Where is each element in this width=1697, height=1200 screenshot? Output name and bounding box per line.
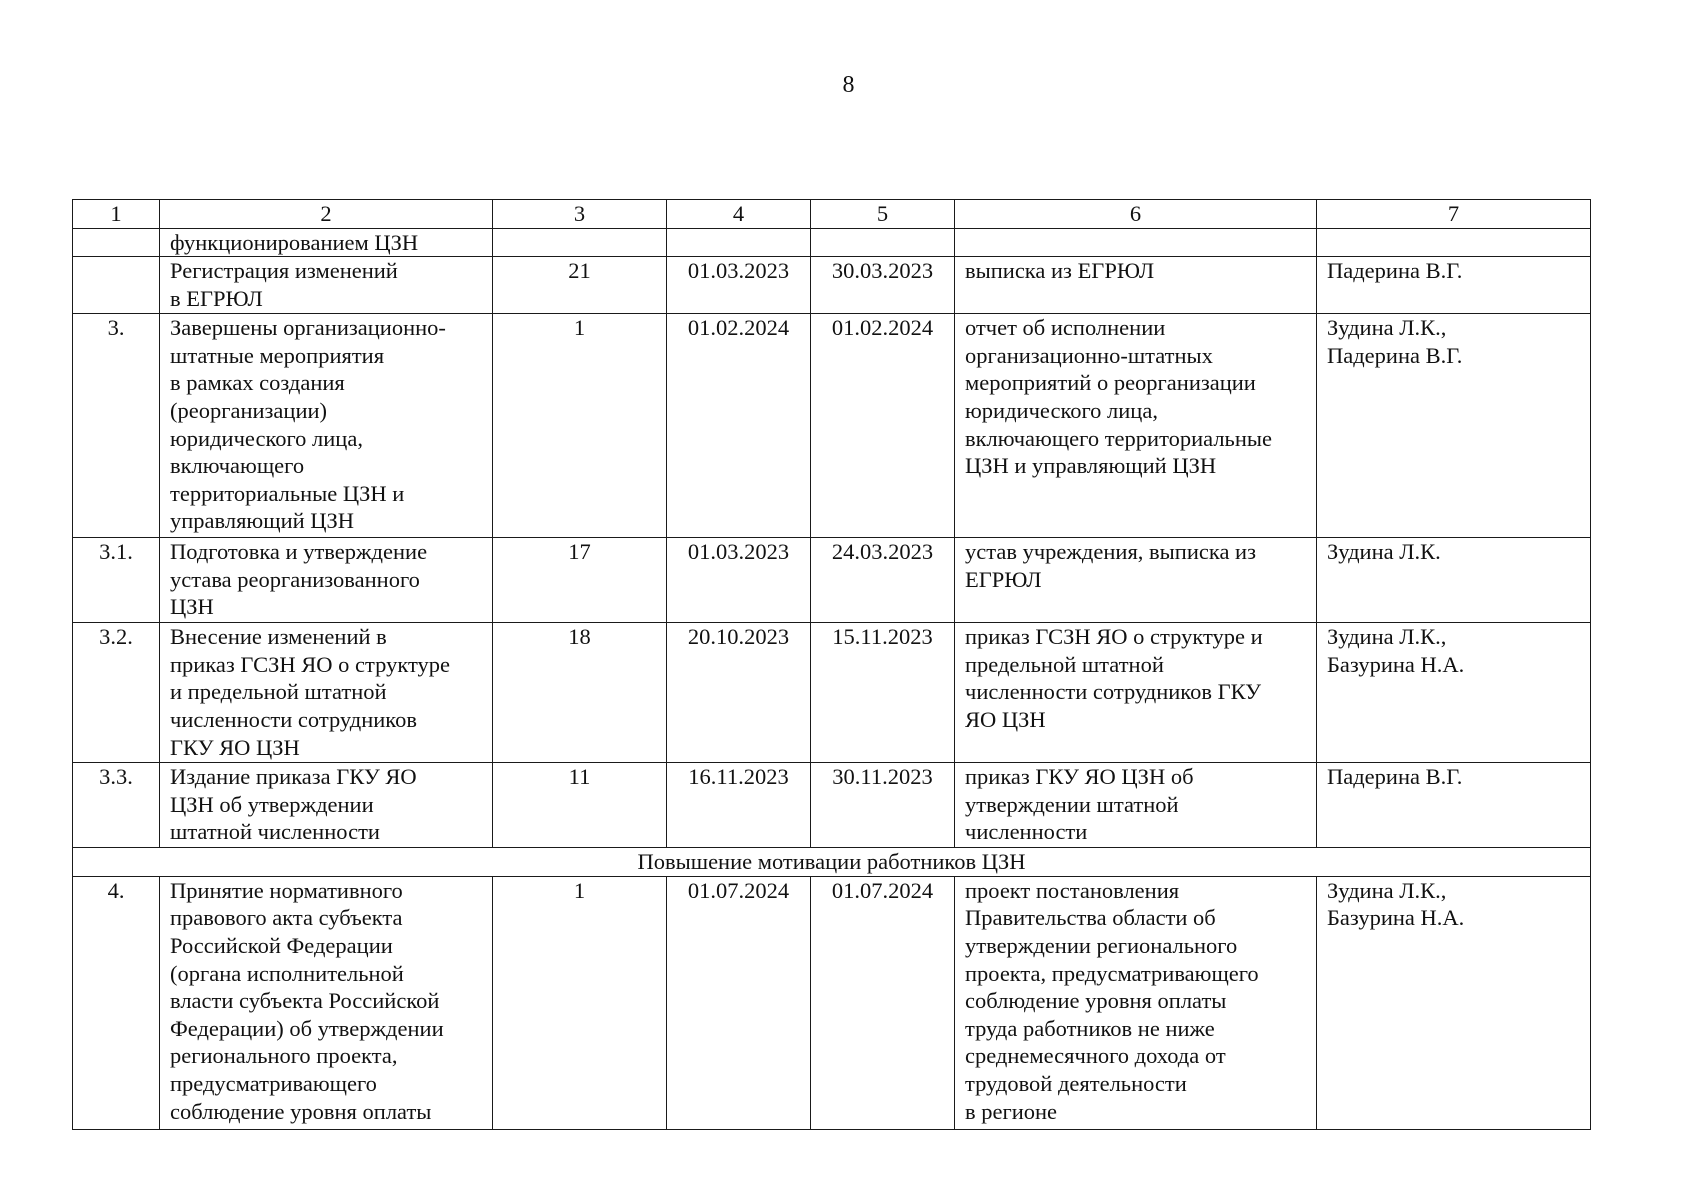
- section-title: Повышение мотивации работников ЦЗН: [73, 848, 1591, 877]
- duration-cell: [493, 228, 667, 257]
- event-name-cell: Внесение изменений в приказ ГСЗН ЯО о структуре и предельной штатной численности сотрудников ГКУ ЯО ЦЗН: [160, 623, 493, 763]
- item-number-cell: [73, 228, 160, 257]
- duration-cell: 11: [493, 763, 667, 848]
- table-row: [73, 538, 1591, 623]
- result-cell: приказ ГКУ ЯО ЦЗН об утверждении штатной численности: [955, 763, 1317, 848]
- column-header: 1: [73, 200, 160, 229]
- event-name-cell: Завершены организационно- штатные мероприятия в рамках создания (реорганизации) юридического лица, включающего территориальные ЦЗН и управляющий ЦЗН: [160, 314, 493, 538]
- responsible-cell: Зудина Л.К., Базурина Н.А.: [1317, 623, 1591, 763]
- duration-cell: 1: [493, 314, 667, 538]
- duration-cell: 1: [493, 876, 667, 1129]
- duration-cell: 17: [493, 538, 667, 623]
- column-header: 7: [1317, 200, 1591, 229]
- table-row: [73, 314, 1591, 538]
- responsible-cell: Падерина В.Г.: [1317, 257, 1591, 314]
- end-date-cell: 01.02.2024: [811, 314, 955, 538]
- section-row: [73, 848, 1591, 877]
- action-plan-table: [72, 199, 1591, 1130]
- item-number-cell: 3.1.: [73, 538, 160, 623]
- item-number-cell: 4.: [73, 876, 160, 1129]
- result-cell: выписка из ЕГРЮЛ: [955, 257, 1317, 314]
- start-date-cell: 01.07.2024: [667, 876, 811, 1129]
- result-cell: проект постановления Правительства области об утверждении регионального проекта, предусматривающего соблюдение уровня оплаты труда работников не ниже среднемесячного дохода от трудовой деятельности в регионе: [955, 876, 1317, 1129]
- end-date-cell: 30.03.2023: [811, 257, 955, 314]
- page-number: 8: [842, 72, 855, 98]
- result-cell: отчет об исполнении организационно-штатных мероприятий о реорганизации юридического лица, включающего территориальные ЦЗН и управляющий ЦЗН: [955, 314, 1317, 538]
- start-date-cell: 16.11.2023: [667, 763, 811, 848]
- column-header: 5: [811, 200, 955, 229]
- table-row: [73, 623, 1591, 763]
- responsible-cell: Зудина Л.К., Падерина В.Г.: [1317, 314, 1591, 538]
- start-date-cell: [667, 228, 811, 257]
- end-date-cell: 01.07.2024: [811, 876, 955, 1129]
- event-name-cell: Подготовка и утверждение устава реорганизованного ЦЗН: [160, 538, 493, 623]
- table-row: [73, 876, 1591, 1129]
- duration-cell: 21: [493, 257, 667, 314]
- end-date-cell: [811, 228, 955, 257]
- item-number-cell: 3.2.: [73, 623, 160, 763]
- column-header: 3: [493, 200, 667, 229]
- event-name-cell: Издание приказа ГКУ ЯО ЦЗН об утверждении штатной численности: [160, 763, 493, 848]
- responsible-cell: Зудина Л.К., Базурина Н.А.: [1317, 876, 1591, 1129]
- event-name-cell: Регистрация изменений в ЕГРЮЛ: [160, 257, 493, 314]
- start-date-cell: 01.03.2023: [667, 257, 811, 314]
- end-date-cell: 15.11.2023: [811, 623, 955, 763]
- responsible-cell: Падерина В.Г.: [1317, 763, 1591, 848]
- table-row: [73, 257, 1591, 314]
- start-date-cell: 01.03.2023: [667, 538, 811, 623]
- result-cell: устав учреждения, выписка из ЕГРЮЛ: [955, 538, 1317, 623]
- column-number-header-row: [73, 200, 1591, 229]
- event-name-cell: функционированием ЦЗН: [160, 228, 493, 257]
- item-number-cell: [73, 257, 160, 314]
- end-date-cell: 30.11.2023: [811, 763, 955, 848]
- item-number-cell: 3.3.: [73, 763, 160, 848]
- table-row: [73, 763, 1591, 848]
- duration-cell: 18: [493, 623, 667, 763]
- table-row: [73, 228, 1591, 257]
- result-cell: [955, 228, 1317, 257]
- event-name-cell: Принятие нормативного правового акта субъекта Российской Федерации (органа исполнительной власти субъекта Российской Федерации) об утверждении регионального проекта, предусматривающего соблюдение уровня оплаты: [160, 876, 493, 1129]
- column-header: 6: [955, 200, 1317, 229]
- item-number-cell: 3.: [73, 314, 160, 538]
- start-date-cell: 01.02.2024: [667, 314, 811, 538]
- end-date-cell: 24.03.2023: [811, 538, 955, 623]
- column-header: 4: [667, 200, 811, 229]
- responsible-cell: [1317, 228, 1591, 257]
- start-date-cell: 20.10.2023: [667, 623, 811, 763]
- responsible-cell: Зудина Л.К.: [1317, 538, 1591, 623]
- result-cell: приказ ГСЗН ЯО о структуре и предельной штатной численности сотрудников ГКУ ЯО ЦЗН: [955, 623, 1317, 763]
- column-header: 2: [160, 200, 493, 229]
